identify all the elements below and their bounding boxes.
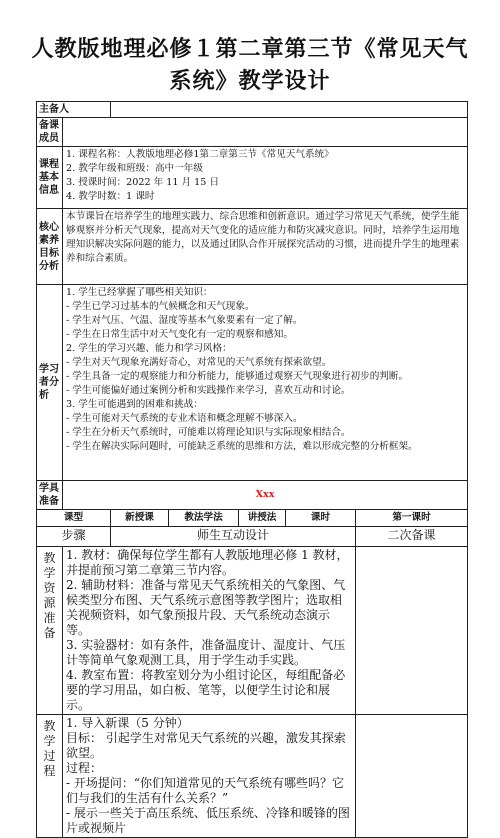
process-line: 1. 导入新课（5 分钟） [66,716,189,730]
resources-label: 教学资源准备 [37,547,63,715]
process-line: 目标： 引起学生对常见天气系统的兴趣，激发其探索欲望。 [66,731,346,760]
learner-line: 1. 学生已经掌握了哪些相关知识： [66,287,213,298]
period-label: 课时 [286,510,356,527]
tools-row [37,481,468,510]
method-value: 讲授法 [239,510,286,527]
learner-line: - 学生在日常生活中对天气变化有一定的观察和感知。 [66,329,293,340]
process-line: - 开场提问：“你们知道常见的天气系统有哪些吗？它们与我们的生活有什么关系？” [66,776,345,805]
learner-analysis-row [37,285,468,481]
process-label: 教学过程 [37,715,63,838]
basic-info-row [37,147,468,209]
document-title: 人教版地理必修１第二章第三节《常见天气系统》教学设计 [31,36,469,94]
course-type-value: 新授课 [111,510,169,527]
process-revision [356,715,468,838]
course-type-row [37,510,468,527]
course-type-label: 课型 [37,510,111,527]
learner-line: - 学生在解决实际问题时，可能缺乏系统的思维和方法，难以形成完整的分析框架。 [66,441,418,452]
learner-line: - 学生可能对天气系统的专业术语和概念理解不够深入。 [66,413,303,424]
learner-line: - 学生对气压、气温、湿度等基本气象要素有一定了解。 [66,315,303,326]
design-label: 师生互动设计 [111,527,356,547]
step-label: 步骤 [37,527,111,547]
learner-line: 3. 学生可能遇到的困难和挑战： [66,399,203,410]
revise-label: 二次备课 [356,527,468,547]
learner-line: - 学生可能偏好通过案例分析和实践操作来学习，喜欢互动和讨论。 [66,385,351,396]
learner-analysis-content [63,285,468,481]
resource-line: 2. 辅助材料：准备与常见天气系统相关的气象图、气候类型分布图、天气系统示意图等教学图片；选取相关视频资料，如气象预报片段、天气系统动态演示等。 [66,578,346,637]
process-line: 过程： [66,761,103,775]
learner-line: - 学生对天气现象充满好奇心，对常见的天气系统有探索欲望。 [66,357,332,368]
members-value [63,118,468,147]
process-row [37,715,468,838]
resource-line: 1. 教材：确保每位学生都有人教版地理必修 1 教材，并提前预习第二章第三节内容。 [66,548,349,577]
core-goals-text: 本节课旨在培养学生的地理实践力、综合思维和创新意识。通过学习常见天气系统，使学生能够观察并分析天气现象，提高对天气变化的适应能力和防灾减灾意识。同时，培养学生运用地理知识解决实际问题的能力，以及通过团队合作开展探究活动的习惯，进而提升学生的地理素养和综合素质。 [63,209,468,285]
preparer-label: 主备人 [37,102,111,118]
tools-value: Xxx [63,481,468,510]
resources-content [63,547,356,715]
step-header-row [37,527,468,547]
learner-line: - 学生在分析天气系统时，可能难以将理论知识与实际现象相结合。 [66,427,351,438]
basic-info-content [63,147,468,209]
preparer-value [111,102,468,118]
basic-line: 1. 课程名称：人教版地理必修1第二章第三节《常见天气系统》 [66,149,334,160]
resource-line: 3. 实验器材：如有条件，准备温度计、湿度计、气压计等简单气象观测工具，用于学生动手实践。 [66,638,346,667]
basic-line: 4. 教学时数：1 课时 [66,191,155,202]
members-label: 备课成员 [37,118,63,147]
members-row [37,118,468,147]
lesson-plan-table [36,101,468,838]
process-line: - 展示一些关于高压系统、低压系统、冷锋和暖锋的图片或视频片 [66,806,350,835]
learner-line: 2. 学生的学习兴趣、能力和学习风格： [66,343,232,354]
core-goals-label: 核心素养目标分析 [37,209,63,285]
learner-analysis-label: 学习者分析 [37,285,63,481]
resources-row [37,547,468,715]
process-content [63,715,356,838]
basic-info-label: 课程基本信息 [37,147,63,209]
basic-line: 3. 授课时间：2022 年 11 月 15 日 [66,177,220,188]
period-value: 第一课时 [356,510,468,527]
learner-line: - 学生已学习过基本的气候概念和天气现象。 [66,301,255,312]
resource-line: 4. 教室布置：将教室划分为小组讨论区，每组配备必要的学习用品，如白板、笔等，以便学生讨论和展示。 [66,668,346,712]
resources-revision [356,547,468,715]
core-goals-row [37,209,468,285]
tools-label: 学具准备 [37,481,63,510]
method-label: 教法学法 [169,510,239,527]
preparer-row [37,102,468,118]
learner-line: - 学生具备一定的观察能力和分析能力，能够通过观察天气现象进行初步的判断。 [66,371,409,382]
basic-line: 2. 教学年级和班级：高中一年级 [66,163,203,174]
